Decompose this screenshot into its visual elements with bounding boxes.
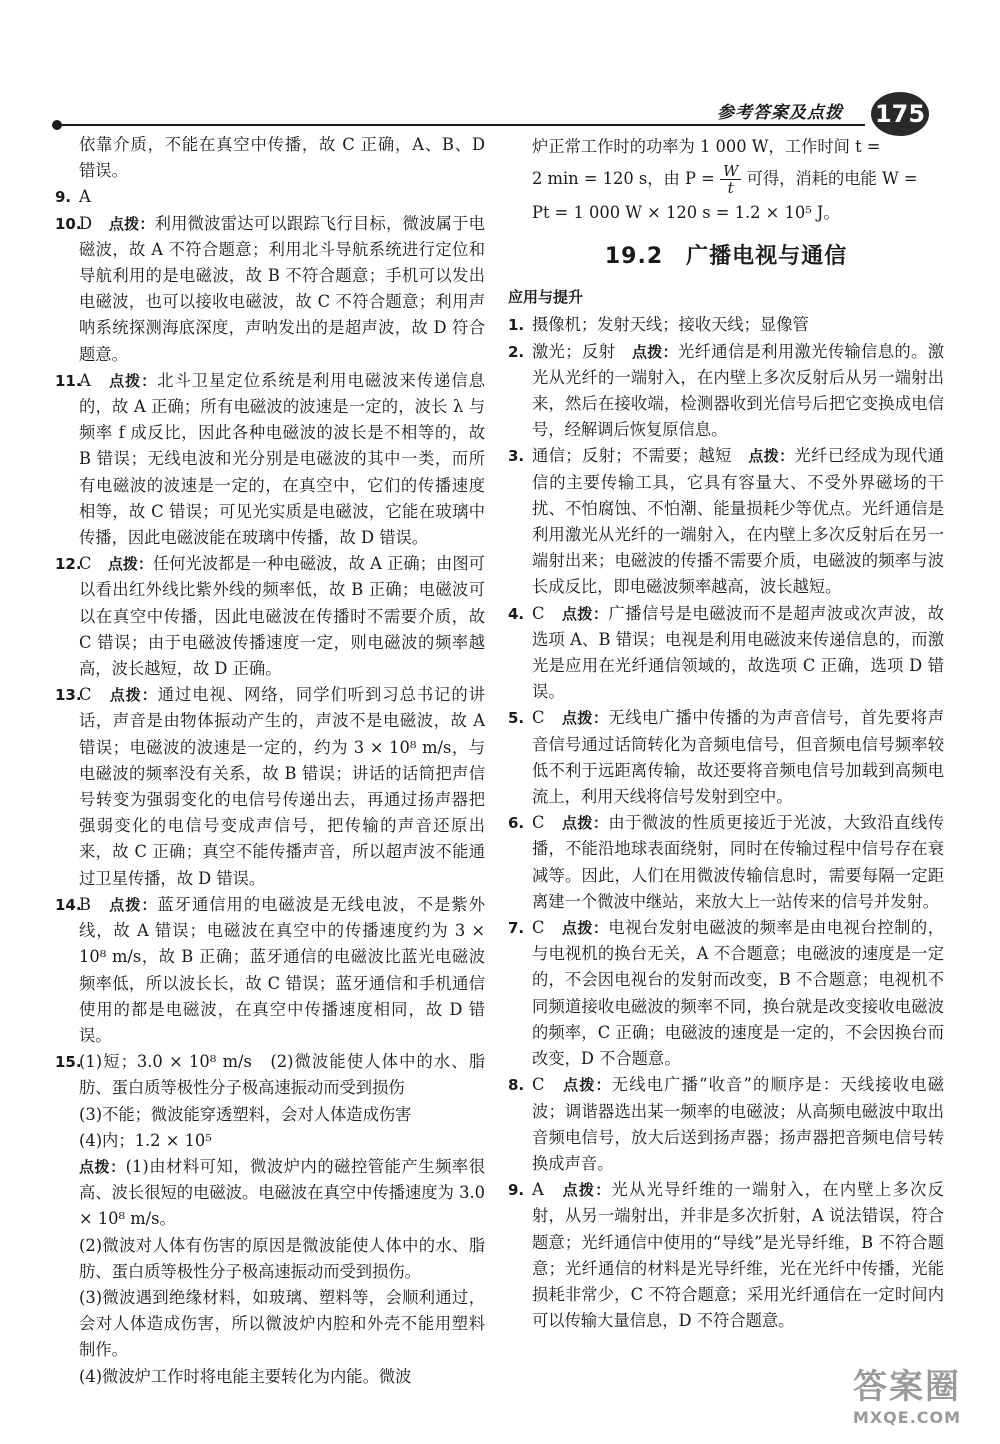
tip-label: 点拨： bbox=[563, 1076, 612, 1095]
item-body bbox=[79, 184, 485, 210]
fraction-numerator: W bbox=[720, 163, 741, 180]
right-items bbox=[508, 312, 944, 1334]
item-body bbox=[79, 368, 485, 551]
item-body bbox=[532, 339, 944, 444]
section-subtitle: 应用与提升 bbox=[508, 288, 584, 307]
item-body bbox=[79, 892, 485, 1049]
tip-label: 点拨： bbox=[561, 814, 609, 833]
item-text: 光纤通信是利用激光传输信息的。激光从光纤的一端射入，在内壁上多次反射后从另一端射出来，然后在接收端，检测器收到光信号后把它变换成电信号，经解调后恢复原信息。 bbox=[532, 341, 944, 440]
item-body bbox=[79, 551, 485, 682]
item-number: 4. bbox=[508, 604, 525, 623]
item-text: 光从光导纤维的一端射入，在内壁上多次反射，从另一端射出，并非是多次折射，A 说法错误，符合题意；光纤通信中使用的“导线”是光导纤维，B 不符合题意；光纤通信的材料是光导纤维，光在光纤中传播，光能损耗非常少，C 不符合题意；采用光纤通信在一定时间内可以传输大量信息，D 不符合题意。 bbox=[532, 1180, 944, 1331]
left-item bbox=[55, 211, 485, 368]
cont-line1: 炉正常工作时的功率为 1 000 W，工作时间 t = bbox=[532, 137, 881, 156]
item-text: 通过电视、网络，同学们听到习总书记的讲话，声音是由物体振动产生的，声波不是电磁波，故 A 错误；电磁波的波速是一定的，约为 3 × 10⁸ m/s，与电磁波的频率没有关系，故 B 错误；讲话的话筒把声信号转变为强弱变化的电信号传递出去，再通过扬声器把强弱变化的电信号变成声信号，把传输的声音还原出来，故 C 正确；真空不能传播声音，所以超声波不能通过卫星传播，故 D 错误。 bbox=[79, 685, 485, 888]
watermark-text: 答案圈 bbox=[853, 1367, 961, 1407]
item-body bbox=[532, 1072, 944, 1177]
item-answer: C bbox=[532, 918, 545, 938]
item-number: 11. bbox=[55, 371, 82, 390]
item-answer: C bbox=[79, 685, 92, 705]
tip-label: 点拨： bbox=[108, 214, 155, 233]
item-15-tip2: (2)微波对人体有伤害的原因是微波能使人体中的水、脂肪、蛋白质等极性分子极高速振动而受到损伤。 bbox=[79, 1235, 485, 1281]
right-item bbox=[508, 810, 944, 915]
item-number: 8. bbox=[508, 1076, 525, 1095]
item-answer: C bbox=[79, 554, 92, 574]
item-answer: C bbox=[532, 1075, 545, 1095]
item-body bbox=[532, 915, 944, 1072]
fraction-denominator: t bbox=[727, 179, 734, 197]
cont-line2-a: 2 min = 120 s，由 P = bbox=[532, 169, 715, 188]
item-body bbox=[532, 810, 944, 915]
watermark-logo bbox=[832, 1366, 982, 1436]
item-text: 由于微波的性质更接近于光波，大致沿直线传播，不能沿地球表面绕射，同时在传输过程中信号存在衰减等。因此，人们在用微波传输信息时，需要每隔一定距离建一个微波中继站，来放大上一站传来的信号并发射。 bbox=[532, 813, 944, 911]
right-item bbox=[508, 443, 944, 600]
left-item bbox=[55, 551, 485, 682]
right-item bbox=[508, 1177, 944, 1334]
tip-label: 点拨： bbox=[561, 709, 609, 728]
cont-line2 bbox=[508, 162, 944, 196]
item-answer: B bbox=[79, 894, 91, 914]
item-15-tip3: (3)微波遇到绝缘材料，如玻璃、塑料等，会顺利通过，会对人体造成伤害，所以微波炉内腔和外壳不能用塑料制作。 bbox=[79, 1287, 485, 1360]
cont-line2-b: 可得，消耗的电能 W = bbox=[746, 169, 918, 188]
item-answer: C bbox=[532, 603, 545, 623]
left-intro: 依靠介质，不能在真空中传播，故 C 正确，A、B、D 错误。 bbox=[79, 135, 485, 181]
left-item bbox=[55, 184, 485, 210]
right-item bbox=[508, 705, 944, 810]
right-item bbox=[508, 312, 944, 338]
item-answer: C bbox=[532, 813, 545, 833]
tip-label: 点拨： bbox=[109, 895, 158, 914]
item-answer: A bbox=[532, 1180, 544, 1200]
item-15-line4: (4)内；1.2 × 10⁵ bbox=[79, 1130, 212, 1150]
item-text: 摄像机；发射天线；接收天线；显像管 bbox=[532, 315, 809, 335]
item-body bbox=[532, 601, 944, 706]
left-item bbox=[55, 682, 485, 892]
item-text: 任何光波都是一种电磁波，故 A 正确；由图可以看出红外线比紫外线的频率低，故 B 正确；电磁波可以在真空中传播，因此电磁波在传播时不需要介质，故 C 错误；由于电磁波传播速度一定，则电磁波的频率越高，波长越短，故 D 正确。 bbox=[79, 554, 485, 679]
right-item bbox=[508, 915, 944, 1072]
tip-label: 点拨： bbox=[748, 447, 795, 466]
item-text: 电视台发射电磁波的频率是由电视台控制的，与电视机的换台无关，A 不合题意；电磁波的速度是一定的，不会因电视台的发射而改变，B 不合题意；电视机不同频道接收电磁波的频率不同，换台就是改变接收电磁波的频率，C 正确；电磁波的速度是一定的，不会因换台而改变，D 不合题意。 bbox=[532, 918, 944, 1069]
item-number: 7. bbox=[508, 919, 525, 938]
fraction bbox=[720, 163, 741, 196]
item-body bbox=[79, 682, 485, 892]
header-title: 参考答案及点拨 bbox=[717, 103, 843, 123]
item-body bbox=[79, 211, 485, 368]
tip-label: 点拨： bbox=[109, 686, 158, 705]
item-15-tip1 bbox=[79, 1154, 485, 1233]
item-text: 北斗卫星定位系统是利用电磁波来传递信息的，故 A 正确；所有电磁波的波速是一定的，波长 λ 与频率 f 成反比，因此各种电磁波的波长是不相等的，故 B 错误；无线电波和光分别是电磁波的其中一类，而所有电磁波的波速是一定的，在真空中，它们的传播速度相等，故 C 错误；可见光实质是电磁波，它能在玻璃中传播，因此电磁波能在玻璃中传播，故 D 错误。 bbox=[79, 370, 485, 548]
item-body bbox=[532, 705, 944, 810]
item-number: 12. bbox=[55, 555, 82, 574]
item-15-line1: (1)短；3.0 × 10⁸ m/s (2)微波能使人体中的水、脂肪、蛋白质等极性分子极高速振动而受到损伤 bbox=[79, 1052, 485, 1098]
tip-label: 点拨： bbox=[79, 1157, 126, 1176]
tip-label: 点拨： bbox=[631, 342, 678, 361]
tip-label: 点拨： bbox=[107, 555, 153, 574]
tip-label: 点拨： bbox=[109, 371, 158, 390]
item-number: 14. bbox=[55, 895, 82, 914]
item-answer: A bbox=[79, 187, 91, 207]
tip-label: 点拨： bbox=[562, 1181, 612, 1200]
item-answer: A bbox=[79, 370, 91, 390]
page-header bbox=[55, 92, 926, 128]
item-15-tip1-text: (1)由材料可知，微波炉内的磁控管能产生频率很高、波长很短的电磁波。电磁波在真空中传播速度为 3.0 × 10⁸ m/s。 bbox=[79, 1156, 485, 1229]
item-number: 5. bbox=[508, 709, 525, 728]
item-15-line3: (3)不能；微波能穿透塑料，会对人体造成伤害 bbox=[79, 1104, 412, 1124]
page-number: 175 bbox=[871, 92, 929, 136]
left-item bbox=[55, 368, 485, 551]
left-items bbox=[55, 184, 485, 1049]
item-body bbox=[532, 312, 944, 338]
item-text: 无线电广播“收音”的顺序是：天线接收电磁波；调谐器选出某一频率的电磁波；从高频电磁波中取出音频电信号，放大后送到扬声器；扬声器把音频电信号转换成声音。 bbox=[532, 1075, 944, 1173]
right-column bbox=[508, 132, 944, 1334]
item-answer: C bbox=[532, 708, 545, 728]
item-number: 9. bbox=[55, 188, 72, 207]
item-15 bbox=[55, 1049, 485, 1390]
tip-label: 点拨： bbox=[561, 604, 609, 623]
tip-label: 点拨： bbox=[561, 919, 609, 938]
item-text: 广播信号是电磁波而不是超声波或次声波，故选项 A、B 错误；电视是利用电磁波来传递信息的，而激光是应用在光纤通信领域的，故选项 C 正确，选项 D 错误。 bbox=[532, 603, 944, 702]
item-number: 2. bbox=[508, 342, 525, 361]
item-number: 13. bbox=[55, 686, 82, 705]
item-text: 利用微波雷达可以跟踪飞行目标，微波属于电磁波，故 A 不符合题意；利用北斗导航系统进行定位和导航利用的是电磁波，故 B 不符合题意；手机可以发出电磁波，也可以接收电磁波，故 C 不符合题意；利用声呐系统探测海底深度，声呐发出的是超声波，故 D 符合题意。 bbox=[79, 213, 485, 364]
left-column bbox=[55, 132, 485, 1390]
item-number: 10. bbox=[55, 214, 82, 233]
item-text: 蓝牙通信用的电磁波是无线电波，不是紫外线，故 A 错误；电磁波在真空中的传播速度约为 3 × 10⁸ m/s，故 B 正确；蓝牙通信的电磁波比蓝光电磁波频率低，所以波长长，故 C 错误；蓝牙通信和手机通信使用的都是电磁波，在真空中传播速度相同，故 D 错误。 bbox=[79, 894, 485, 1045]
item-answer: D bbox=[79, 213, 93, 233]
item-number: 3. bbox=[508, 447, 525, 466]
item-15-tip4: (4)微波炉工作时将电能主要转化为内能。微波 bbox=[79, 1366, 412, 1386]
right-item bbox=[508, 1072, 944, 1177]
right-item bbox=[508, 601, 944, 706]
item-answer: 激光；反射 bbox=[532, 341, 616, 361]
right-item bbox=[508, 339, 944, 444]
item-text: 光纤已经成为现代通信的主要传输工具，它具有容量大、不受外界磁场的干扰、不怕腐蚀、不怕潮、能量损耗少等优点。光纤通信是利用激光从光纤的一端射入，在内壁上多次反射后在另一端射出来；电磁波的传播不需要介质，电磁波的频率与波长成反比，即电磁波频率越高，波长越短。 bbox=[532, 446, 944, 597]
item-number: 1. bbox=[508, 316, 525, 335]
item-number: 9. bbox=[508, 1181, 525, 1200]
left-item bbox=[55, 892, 485, 1049]
item-body bbox=[532, 1177, 944, 1334]
item-number: 15. bbox=[55, 1053, 82, 1072]
item-text: 无线电广播中传播的为声音信号，首先要将声音信号通过话筒转化为音频电信号，但音频电信号频率较低不利于远距离传输，故还要将音频电信号加载到高频电流上，利用天线将信号发射到空中。 bbox=[532, 708, 944, 807]
item-answer: 通信；反射；不需要；越短 bbox=[532, 446, 732, 466]
item-body bbox=[532, 443, 944, 600]
section-title: 19.2 广播电视与通信 bbox=[604, 244, 848, 269]
header-rule bbox=[55, 124, 865, 126]
cont-line3: Pt = 1 000 W × 120 s = 1.2 × 10⁵ J。 bbox=[532, 203, 840, 222]
item-number: 6. bbox=[508, 814, 525, 833]
watermark-url: MXQE.COM bbox=[852, 1408, 962, 1427]
